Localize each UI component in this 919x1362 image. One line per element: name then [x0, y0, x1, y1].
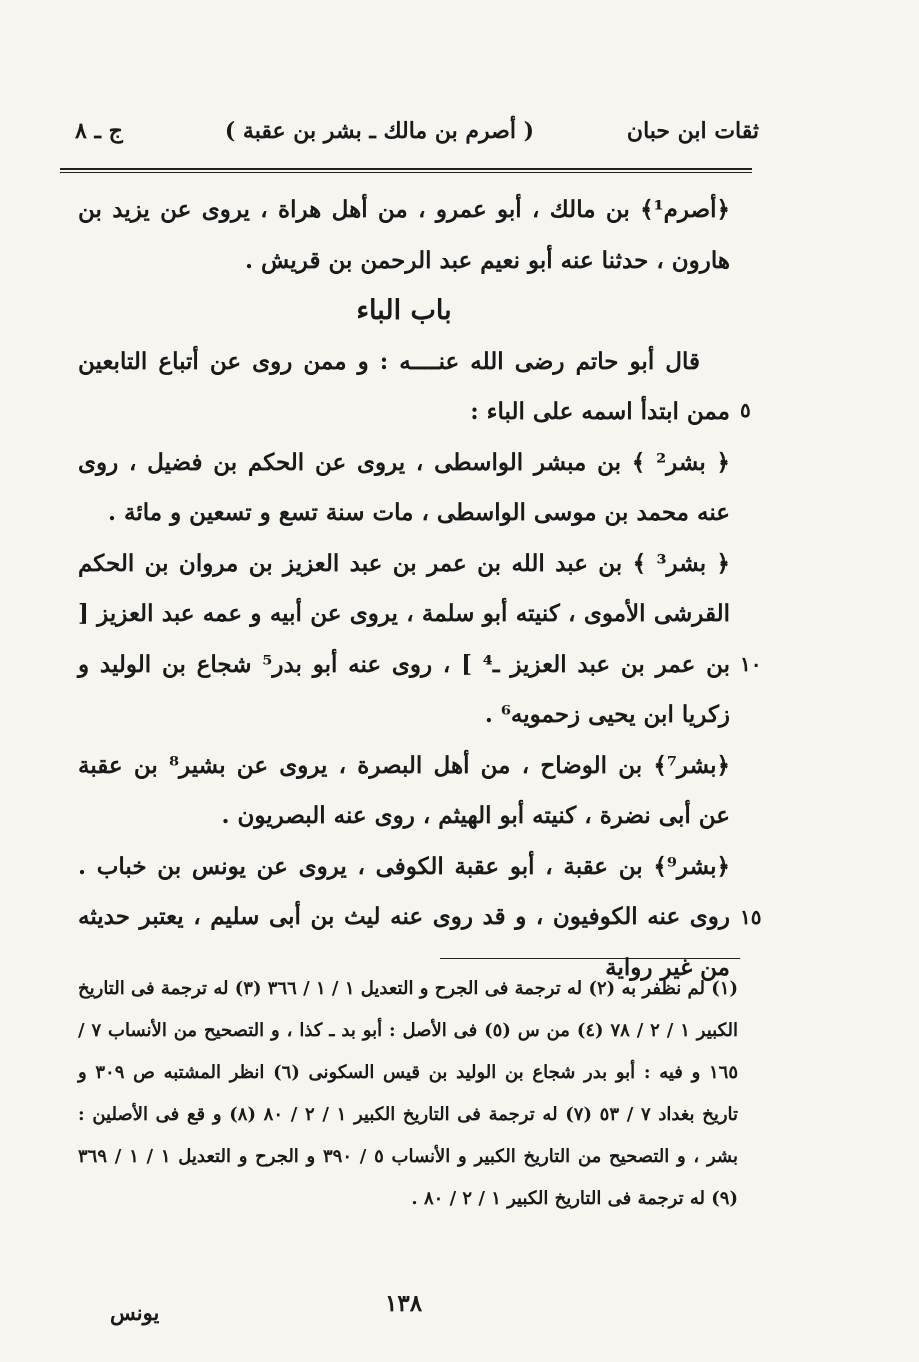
signature-mark: يونس	[110, 1300, 160, 1325]
entry-bishr-1: ﴿ بشر² ﴾ بن مبشر الواسطى ، يروى عن الحكم بن فضيل ، روى عنه محمد بن موسى الواسطى ، مات سنة تسع و تسعين و مائة .	[78, 448, 730, 526]
entry-asram: ﴿أصرم¹﴾ بن مالك ، أبو عمرو ، من أهل هراة ، يروى عن يزيد بن هارون ، حدثنا عنه أبو نعيم عبد الرحمن بن قريش .	[78, 196, 730, 274]
section-intro: قال أبو حاتم رضى الله عنــــه : و ممن روى عن أتباع التابعين ممن ابتدأ اسمه على الباء :	[78, 347, 730, 425]
entry-bishr-4: ﴿بشر⁹﴾ بن عقبة ، أبو عقبة الكوفى ، يروى عن يونس بن خباب . روى عنه الكوفيون ، و قد روى عنه ليث بن أبى سليم ، يعتبر حديثه من غير رواية	[78, 852, 730, 981]
line-number: ١٠	[740, 652, 762, 676]
volume-label: ج ـ ٨	[75, 118, 123, 144]
footnote-rule	[440, 958, 740, 959]
footnote-text: (١) لم نظفر به (٢) له ترجمة فى الجرح و التعديل ١ / ١ / ٣٦٦ (٣) له ترجمة فى التاريخ الكبير ١ / ٢ / ٧٨ (٤) من س (٥) فى الأصل : أبو بد ـ كذا ، و التصحيح من الأنساب ٧ / ١٦٥ و فيه : أبو بدر شجاع بن الوليد بن قيس السكونى (٦) انظر المشتبه ص ٣٠٩ و تاريخ بغداد ٧ / ٥٣ (٧) له ترجمة فى التاريخ الكبير ١ / ٢ / ٨٠ (٨) و قع فى الأصلين : بشر ، و التصحيح من التاريخ الكبير و الأنساب ٥ / ٣٩٠ و الجرح و التعديل ١ / ١ / ٣٦٩ (٩) له ترجمة فى التاريخ الكبير ١ / ٢ / ٨٠ .	[78, 978, 739, 1209]
entry-bishr-3: ﴿بشر⁷﴾ بن الوضاح ، من أهل البصرة ، يروى عن بشير⁸ بن عقبة عن أبى نضرة ، كنيته أبو الهيثم ، روى عنه البصريون .	[78, 751, 730, 829]
book-title: ثقات ابن حبان	[626, 118, 759, 144]
line-number: ١٥	[740, 905, 762, 929]
entry-bishr-2: ﴿ بشر³ ﴾ بن عبد الله بن عمر بن عبد العزيز بن مروان بن الحكم القرشى الأموى ، كنيته أبو سلمة ، يروى عن أبيه و عمه عبد العزيز [ بن عمر بن عبد العزيز ـ⁴ ] ، روى عنه أبو بدر⁵ شجاع بن الوليد و زكريا ابن يحيى زحمويه⁶ .	[78, 549, 730, 728]
line-number: ٥	[740, 398, 751, 422]
main-text	[78, 185, 730, 993]
footnotes	[78, 968, 738, 1220]
entry-range: ( أصرم بن مالك ـ بشر بن عقبة )	[224, 118, 534, 144]
section-heading: باب الباء	[356, 295, 452, 326]
page-number: ١٣٨	[385, 1290, 423, 1317]
running-header	[60, 118, 759, 158]
header-rule	[60, 168, 752, 173]
